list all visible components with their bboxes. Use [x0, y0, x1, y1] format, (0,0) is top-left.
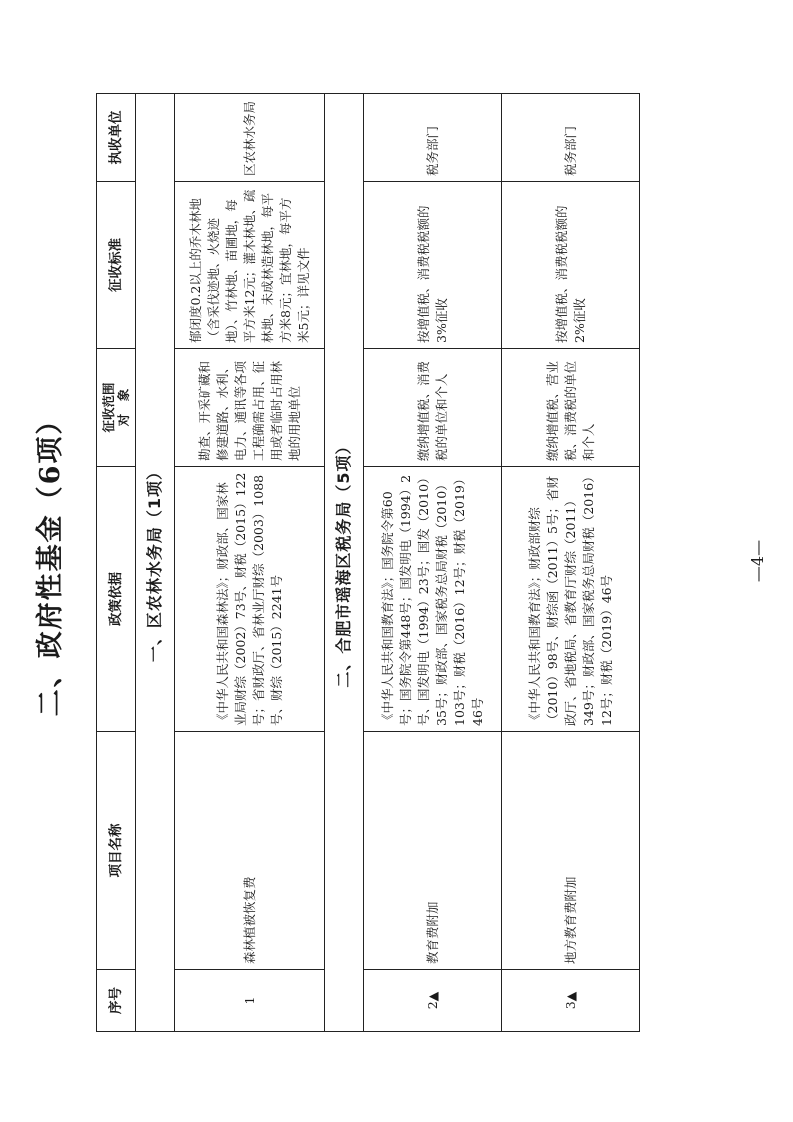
- row-standard: 郁闭度0.2以上的乔木林地（含采伐迹地、火烧迹地）、竹林地、苗圃地，每平方米12元；灌木林地、疏林地、未成林造林地，每平方米8元；宜林地，每平方米5元；详见文件: [175, 182, 325, 349]
- table-row: [175, 94, 325, 1032]
- row-unit: 税务部门: [502, 94, 640, 182]
- header-basis: 政策依据: [97, 467, 136, 732]
- header-no: 序号: [97, 970, 136, 1032]
- header-scope: 征收范围 对 象: [97, 349, 136, 467]
- row-no: 2▲: [364, 970, 502, 1032]
- row-no: 1: [175, 970, 325, 1032]
- table-header-row: [97, 94, 136, 1032]
- table-row: [502, 94, 640, 1032]
- row-scope: 勘查、开采矿藏和修建道路、水利、电力、通讯等各项工程确需占用、征用或者临时占用林地的用地单位: [175, 349, 325, 467]
- row-name: 地方教育费附加: [502, 732, 640, 970]
- section-heading: 二、合肥市瑶海区税务局（5项）: [325, 94, 364, 1032]
- page-number: —4—: [748, 539, 767, 583]
- row-standard: 按增值税、消费税税额的2%征收: [502, 182, 640, 349]
- header-unit: 执收单位: [97, 94, 136, 182]
- row-standard: 按增值税、消费税税额的3%征收: [364, 182, 502, 349]
- row-unit: 税务部门: [364, 94, 502, 182]
- section-heading-row: [325, 94, 364, 1032]
- header-name: 项目名称: [97, 732, 136, 970]
- row-name: 森林植被恢复费: [175, 732, 325, 970]
- row-basis: 《中华人民共和国森林法》；财政部、国家林业局财综（2002）73号、财税（2015）122号；省财政厅、省林业厅财综（2003）1088号、财综（2015）2241号: [175, 467, 325, 732]
- row-name: 教育费附加: [364, 732, 502, 970]
- row-scope: 缴纳增值税、营业税、消费税的单位和个人: [502, 349, 640, 467]
- row-basis: 《中华人民共和国教育法》；国务院令第60号；国务院令第448号；国发明电（1994）2号、国发明电（1994）23号；国发（2010）35号；财政部、国家税务总局财税（2010）103号；财税（2016）12号；财税（2019）46号: [364, 467, 502, 732]
- row-no: 3▲: [502, 970, 640, 1032]
- row-basis: 《中华人民共和国教育法》；财政部财综（2010）98号、财综函（2011）5号；省财政厅、省地税局、省教育厅财综（2011）349号；财政部、国家税务总局财税（2016）12号；财税（2019）46号: [502, 467, 640, 732]
- section-heading: 一、区农林水务局（1项）: [136, 94, 175, 1032]
- fee-table: [96, 93, 640, 1032]
- page-title: 二、政府性基金（6项）: [35, 405, 66, 717]
- row-unit: 区农林水务局: [175, 94, 325, 182]
- row-scope: 缴纳增值税、消费税的单位和个人: [364, 349, 502, 467]
- header-standard: 征收标准: [97, 182, 136, 349]
- table-row: [364, 94, 502, 1032]
- section-heading-row: [136, 94, 175, 1032]
